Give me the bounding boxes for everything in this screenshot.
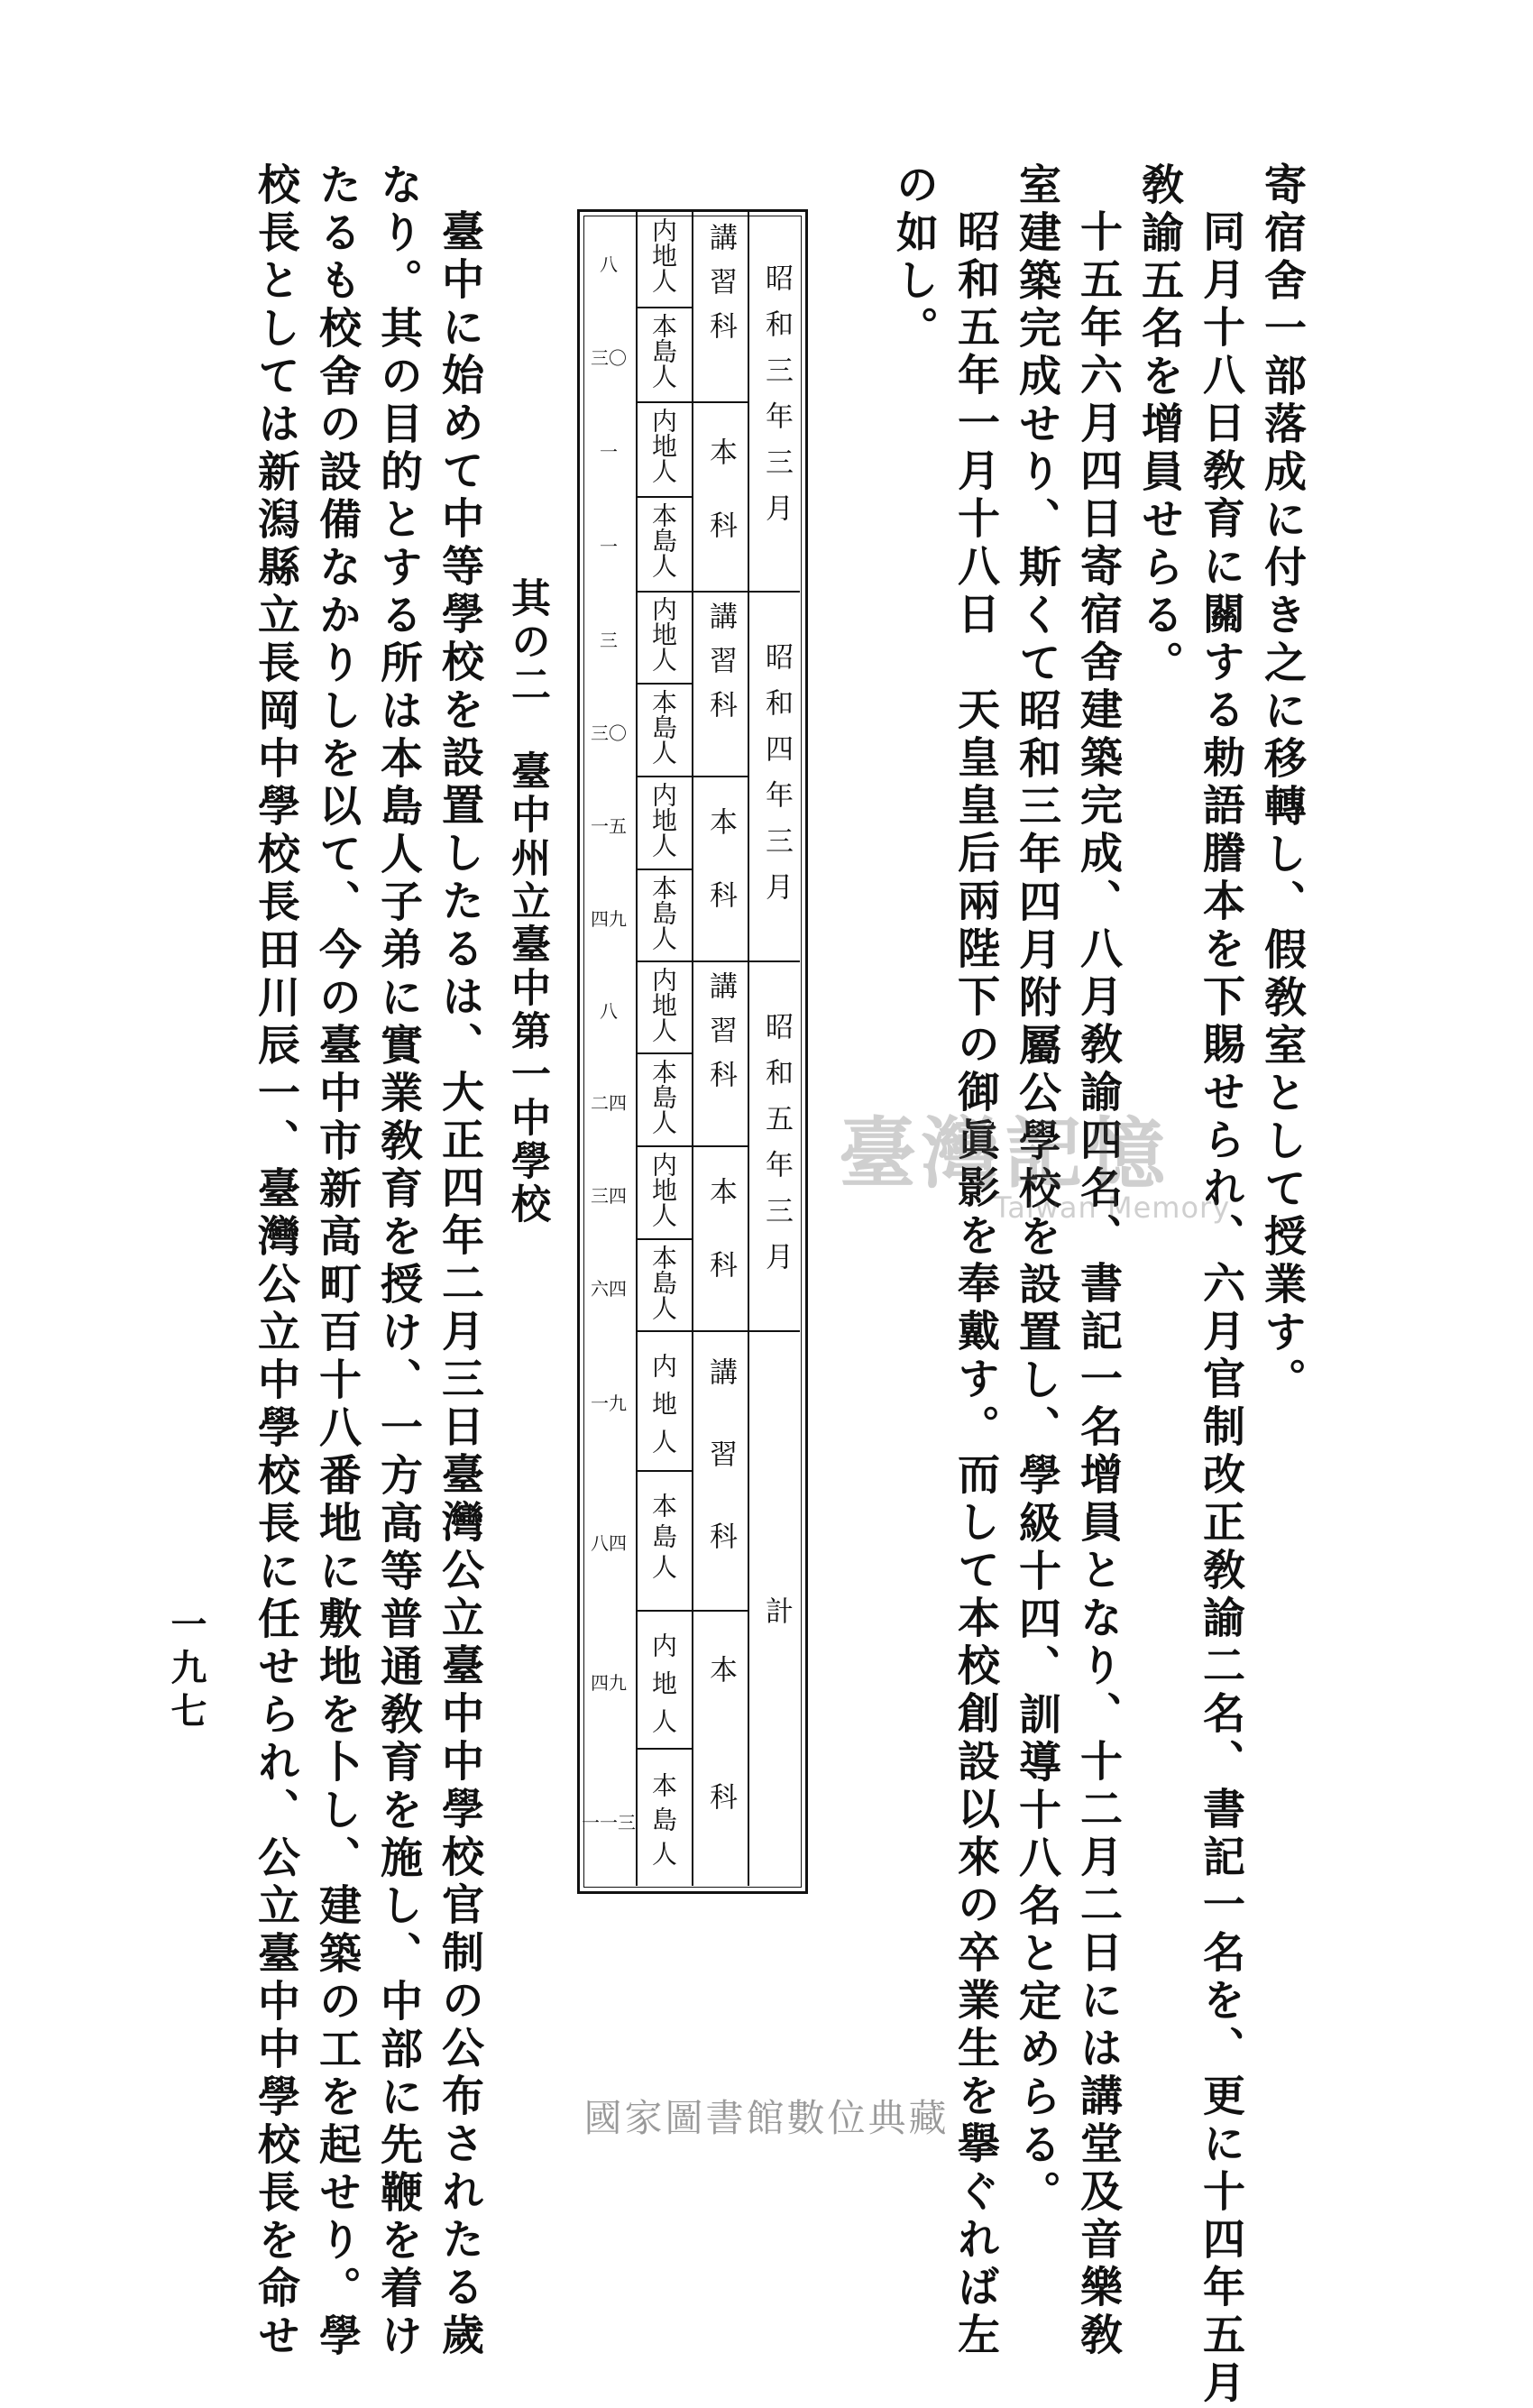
table-date-1: 昭和三年三月 — [760, 263, 793, 539]
table-date-total: 計 — [760, 1595, 793, 1624]
text-column-6: 昭和五年一月十八日 天皇皇后兩陛下の御眞影を奉戴す。而して本校創設以來の卒業生を擧ぐれば左 — [950, 209, 1000, 2360]
page-number: 一九七 — [165, 1605, 207, 1735]
table-course: 講習科 — [704, 602, 737, 734]
table-course: 本科 — [704, 437, 737, 584]
table-group: 本島人 — [648, 1493, 678, 1585]
table-group: 内地人 — [648, 408, 678, 483]
table-group: 本島人 — [648, 1245, 678, 1320]
table-course: 講習科 — [704, 223, 737, 355]
watermark-text: 臺灣記憶 — [839, 1108, 1170, 1199]
table-course: 講習科 — [704, 971, 737, 1104]
table-group: 内地人 — [648, 967, 678, 1043]
section-body-column-1: 臺中に始めて中等學校を設置したるは、大正四年二月三日臺灣公立臺中中學校官制の公布されたる歲 — [435, 209, 484, 2360]
table-value: 一五 — [591, 815, 627, 837]
table-value: 一九 — [591, 1392, 627, 1414]
table-value: 四九 — [591, 908, 627, 930]
table-group: 本島人 — [648, 875, 678, 951]
text-column-4: 十五年六月四日寄宿舍建築完成、八月敎諭四名、書記一名增員となり、十二月二日には講堂及音樂敎 — [1073, 209, 1123, 2360]
table-value: 三〇 — [591, 347, 627, 369]
text-column-5: 室建築完成せり、斯くて昭和三年四月附屬公學校を設置し、學級十四、訓導十八名と定めらる。 — [1012, 162, 1061, 2218]
table-course: 本科 — [704, 1177, 737, 1323]
table-date-3: 昭和五年三月 — [760, 1012, 793, 1288]
table-value: 八 — [600, 253, 618, 275]
table-value: 八 — [600, 1000, 618, 1022]
table-group: 内地人 — [648, 782, 678, 858]
table-value: 一 — [600, 536, 618, 557]
table-group: 本島人 — [648, 1772, 678, 1875]
text-column-7: の如し。 — [889, 162, 939, 354]
table-course: 講習科 — [704, 1357, 737, 1604]
section-body-column-4: 校長としては新潟縣立長岡中學校長田川辰一、臺灣公立中學校長に任せられ、公立臺中中學校長を命せ — [251, 162, 300, 2361]
table-value: 三四 — [591, 1185, 627, 1207]
table-value: 六四 — [591, 1278, 627, 1300]
text-column-2: 同月十八日敎育に關する勅語謄本を下賜せられ、六月官制改正敎諭二名、書記一名を、更に十四年五月 — [1196, 209, 1245, 2408]
section-body-column-2: なり。其の目的とする所は本島人子弟に實業敎育を授け、一方高等普通敎育を施し、中部に先鞭を着け — [373, 162, 423, 2361]
text-column-1: 寄宿舍一部落成に付き之に移轉し、假敎室として授業す。 — [1257, 162, 1307, 1405]
table-value: 八四 — [591, 1532, 627, 1554]
table-group: 内地人 — [648, 1152, 678, 1227]
table-course: 本科 — [704, 1655, 737, 1909]
table-group: 本島人 — [648, 689, 678, 765]
text-column-3: 敎諭五名を增員せらる。 — [1134, 162, 1184, 688]
table-group: 内地人 — [648, 217, 678, 293]
section-heading: 其の二 臺中州立臺中第一中學校 — [504, 577, 550, 1227]
table-group: 本島人 — [648, 313, 678, 389]
table-value: 二四 — [591, 1092, 627, 1114]
table-group: 本島人 — [648, 1059, 678, 1135]
table-value: 一一三 — [582, 1812, 636, 1834]
table-group: 内地人 — [648, 596, 678, 672]
graduates-table — [577, 209, 808, 1909]
table-course: 本科 — [704, 807, 737, 953]
table-group: 内地人 — [648, 1632, 678, 1746]
watermark-subtext: Taiwan Memory — [994, 1190, 1231, 1225]
table-group: 内地人 — [648, 1353, 678, 1466]
table-value: 四九 — [591, 1672, 627, 1694]
footer-credit: 國家圖書館數位典藏 — [583, 2096, 950, 2140]
section-body-column-3: たるも校舍の設備なかりしを以て、今の臺中市新高町百十八番地に敷地を卜し、建築の工を起せり。學 — [312, 162, 362, 2361]
taiwan-memory-watermark — [839, 1091, 1235, 1227]
table-date-2: 昭和四年三月 — [760, 642, 793, 918]
table-group: 本島人 — [648, 502, 678, 578]
table-value: 一 — [600, 441, 618, 463]
table-value: 三 — [600, 630, 618, 651]
table-value: 三〇 — [591, 722, 627, 744]
